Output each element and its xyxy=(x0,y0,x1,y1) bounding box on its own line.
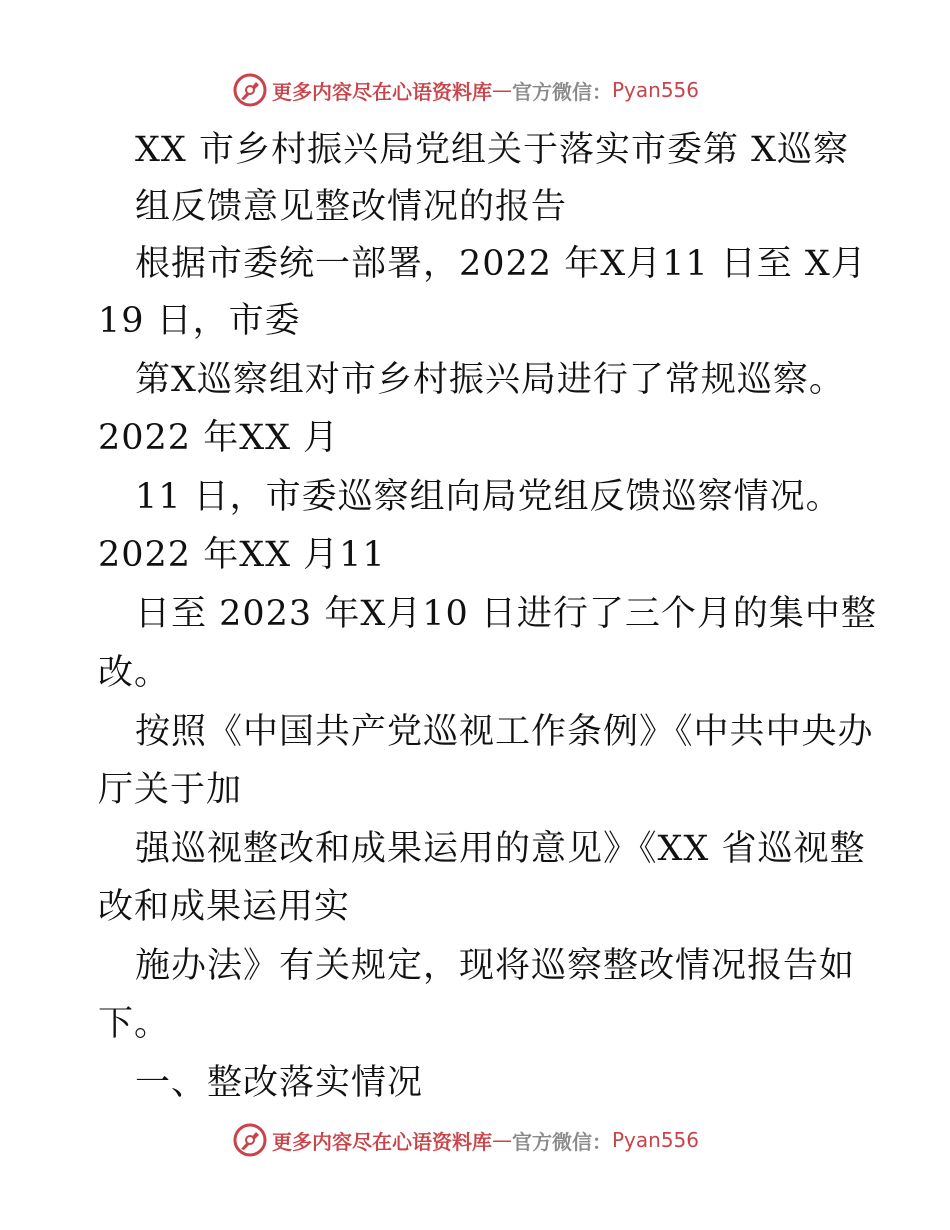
doc-line: 下。 xyxy=(98,1004,171,1044)
doc-line: 11 日，市委巡察组向局党组反馈巡察情况。 xyxy=(135,477,842,517)
banner-main-text: 更多内容尽在心语资料库 xyxy=(272,79,492,104)
doc-line: 厅关于加 xyxy=(98,770,243,810)
section-heading: 一、整改落实情况 xyxy=(135,1063,424,1103)
banner-wechat-id: Pyan556 xyxy=(612,1128,700,1152)
banner-dash: — xyxy=(492,78,512,102)
doc-title-line-1: XX 市乡村振兴局党组关于落实市委第 X巡察 xyxy=(135,130,850,170)
doc-line: 第X巡察组对市乡村振兴局进行了常规巡察。 xyxy=(135,360,845,400)
quill-circle-icon xyxy=(232,1122,268,1158)
doc-line: 改和成果运用实 xyxy=(98,887,351,927)
quill-circle-icon xyxy=(232,72,268,108)
doc-line: 日至 2023 年X月10 日进行了三个月的集中整 xyxy=(135,594,877,634)
doc-line: 根据市委统一部署，2022 年X月11 日至 X月 xyxy=(135,244,867,284)
banner-dash: — xyxy=(492,1128,512,1152)
doc-line: 强巡视整改和成果运用的意见》《XX 省巡视整 xyxy=(135,829,866,869)
banner-main-text: 更多内容尽在心语资料库 xyxy=(272,1129,492,1154)
doc-line: 施办法》有关规定，现将巡察整改情况报告如 xyxy=(135,946,856,986)
banner-wechat-id: Pyan556 xyxy=(612,78,700,102)
doc-title-line-2: 组反馈意见整改情况的报告 xyxy=(135,187,568,227)
banner-wechat-label: 官方微信： xyxy=(512,79,612,104)
header-banner xyxy=(232,70,699,110)
doc-line: 19 日，市委 xyxy=(98,301,301,341)
footer-banner xyxy=(232,1120,699,1160)
doc-line: 2022 年XX 月 xyxy=(98,418,340,458)
doc-line: 2022 年XX 月11 xyxy=(98,535,386,575)
doc-line: 改。 xyxy=(98,653,171,693)
banner-wechat-label: 官方微信： xyxy=(512,1129,612,1154)
doc-line: 按照《中国共产党巡视工作条例》《中共中央办 xyxy=(135,712,874,752)
